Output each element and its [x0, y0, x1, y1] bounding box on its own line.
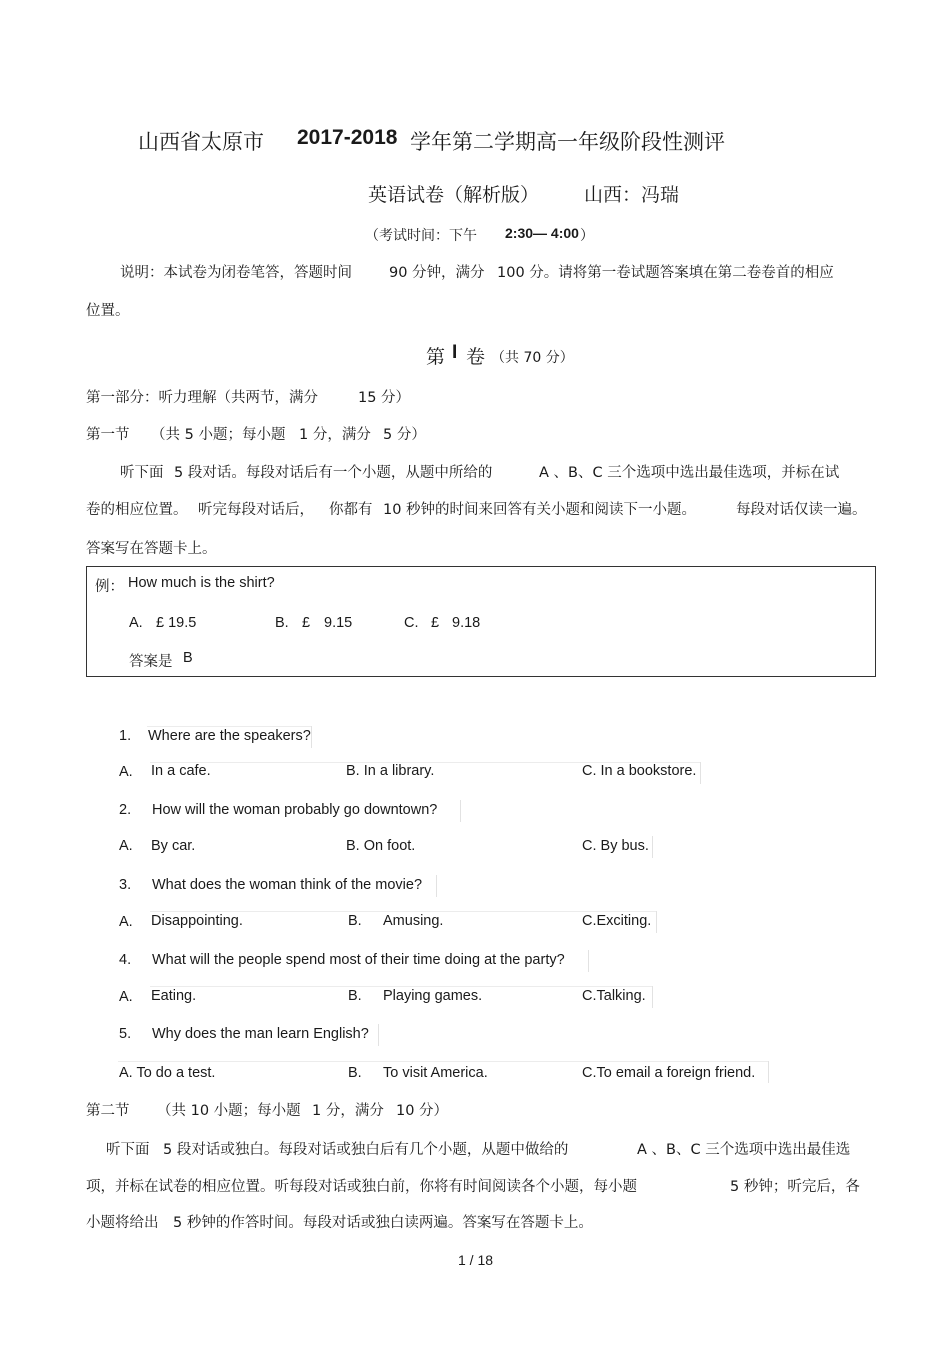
example-option-c-currency: £ — [431, 615, 440, 631]
instr2-line1-b: 5 段对话或独白。每段对话或独白后有几个小题，从题中做给的 — [163, 1142, 569, 1158]
instr1-line2-d: 10 秒钟的时间来回答有关小题和阅读下一小题。 — [383, 502, 697, 518]
option-a: A. To do a test. — [119, 1065, 216, 1081]
note-line1-a: 说明：本试卷为闭卷笔答，答题时间 — [120, 265, 352, 281]
question-number: 3. — [119, 877, 132, 893]
instr2-line2-a: 项，并标在试卷的相应位置。听每段对话或独白前，你将有时间阅读各个小题，每小题 — [86, 1179, 637, 1195]
instr1-line2-c: 你都有 — [329, 502, 373, 518]
instr1-line1-a: 听下面 — [120, 465, 164, 481]
question-number: 1. — [119, 728, 132, 744]
option-a: Disappointing. — [151, 913, 243, 929]
question-text: Where are the speakers? — [148, 728, 311, 744]
subtitle: 英语试卷（解析版） — [368, 184, 540, 206]
page-number: 1 / 18 — [458, 1252, 494, 1268]
question-number: 2. — [119, 802, 132, 818]
section1-title: 第一节 — [86, 427, 130, 443]
part1-title: 第一部分：听力理解（共两节，满分 — [86, 390, 318, 406]
example-option-c-value: 9.18 — [452, 615, 481, 631]
option-a-label: A. — [119, 764, 133, 780]
option-b: Playing games. — [383, 988, 483, 1004]
section2-each: 1 分，满分 — [312, 1103, 384, 1119]
option-c: C. In a bookstore. — [582, 763, 697, 779]
example-option-b-label: B. — [275, 615, 289, 631]
example-option-a-label: A. — [129, 615, 143, 631]
option-c: C.Exciting. — [582, 913, 652, 929]
option-a: By car. — [151, 838, 196, 854]
section2-title: 第二节 — [86, 1103, 130, 1119]
note-line1-c: 100 分。请将第一卷试题答案填在第二卷卷首的相应 — [497, 265, 834, 281]
option-c: C. By bus. — [582, 838, 649, 854]
volume-title-a: 第 — [426, 346, 446, 368]
instr2-line3-b: 5 秒钟的作答时间。每段对话或独白读两遍。答案写在答题卡上。 — [173, 1215, 593, 1231]
title-years: 2017-2018 — [297, 126, 398, 149]
example-option-b-value: 9.15 — [324, 615, 353, 631]
option-a-label: A. — [119, 914, 133, 930]
example-answer-label: 答案是 — [129, 654, 173, 670]
option-c: C.To email a foreign friend. — [582, 1065, 756, 1081]
option-b-label: B. — [348, 988, 362, 1004]
option-b-label: B. — [348, 1065, 362, 1081]
section1-total: 5 分） — [383, 427, 426, 443]
volume-title-b: 卷 — [466, 346, 486, 368]
note-line2: 位置。 — [86, 303, 130, 319]
volume-score: （共 70 分） — [491, 350, 574, 366]
example-option-b-currency: £ — [302, 615, 311, 631]
instr1-line1-c: A 、B、C 三个选项中选出最佳选项，并标在试 — [539, 465, 840, 481]
exam-time-close: ） — [580, 228, 594, 244]
question-text: What does the woman think of the movie? — [152, 877, 423, 893]
section2-count: （共 10 小题；每小题 — [157, 1103, 301, 1119]
exam-time-range: 2:30— 4:00 — [505, 225, 579, 241]
option-a-label: A. — [119, 989, 133, 1005]
part1-score: 15 分） — [358, 390, 411, 406]
instr1-line3: 答案写在答题卡上。 — [86, 541, 217, 557]
title-term: 学年第二学期高一年级阶段性测评 — [410, 130, 725, 154]
section1-each: 1 分，满分 — [299, 427, 371, 443]
instr2-line1-a: 听下面 — [106, 1142, 150, 1158]
section2-total: 10 分） — [396, 1103, 449, 1119]
question-number: 5. — [119, 1026, 132, 1042]
section1-count: （共 5 小题；每小题 — [151, 427, 286, 443]
example-option-c-label: C. — [404, 615, 419, 631]
option-b: B. In a library. — [346, 763, 435, 779]
instr1-line2-e: 每段对话仅读一遍。 — [736, 502, 867, 518]
option-a-label: A. — [119, 838, 133, 854]
example-option-a: £ 19.5 — [156, 615, 197, 631]
option-a: Eating. — [151, 988, 197, 1004]
instr2-line3-a: 小题将给出 — [86, 1215, 159, 1231]
example-question: How much is the shirt? — [128, 575, 275, 591]
instr1-line1-b: 5 段对话。每段对话后有一个小题，从题中所给的 — [174, 465, 493, 481]
question-number: 4. — [119, 952, 132, 968]
exam-time-label: （考试时间：下午 — [365, 228, 477, 244]
question-text: Why does the man learn English? — [152, 1026, 369, 1042]
instr1-line2-b: 听完每段对话后， — [198, 502, 314, 518]
question-text: What will the people spend most of their time doing at the party? — [152, 952, 565, 968]
note-line1-b: 90 分钟，满分 — [389, 265, 485, 281]
author: 山西：冯瑞 — [584, 184, 680, 206]
instr1-line2-a: 卷的相应位置。 — [86, 502, 188, 518]
option-c: C.Talking. — [582, 988, 646, 1004]
option-b: Amusing. — [383, 913, 444, 929]
title-location: 山西省太原市 — [138, 130, 264, 154]
example-label: 例： — [95, 579, 124, 595]
option-b: To visit America. — [383, 1065, 488, 1081]
question-text: How will the woman probably go downtown? — [152, 802, 438, 818]
option-b: B. On foot. — [346, 838, 416, 854]
option-a: In a cafe. — [151, 763, 211, 779]
instr2-line2-b: 5 秒钟；听完后，各 — [730, 1179, 860, 1195]
option-b-label: B. — [348, 913, 362, 929]
example-answer: B — [183, 650, 193, 666]
instr2-line1-c: A 、B、C 三个选项中选出最佳选 — [637, 1142, 851, 1158]
volume-number: I — [452, 342, 458, 363]
